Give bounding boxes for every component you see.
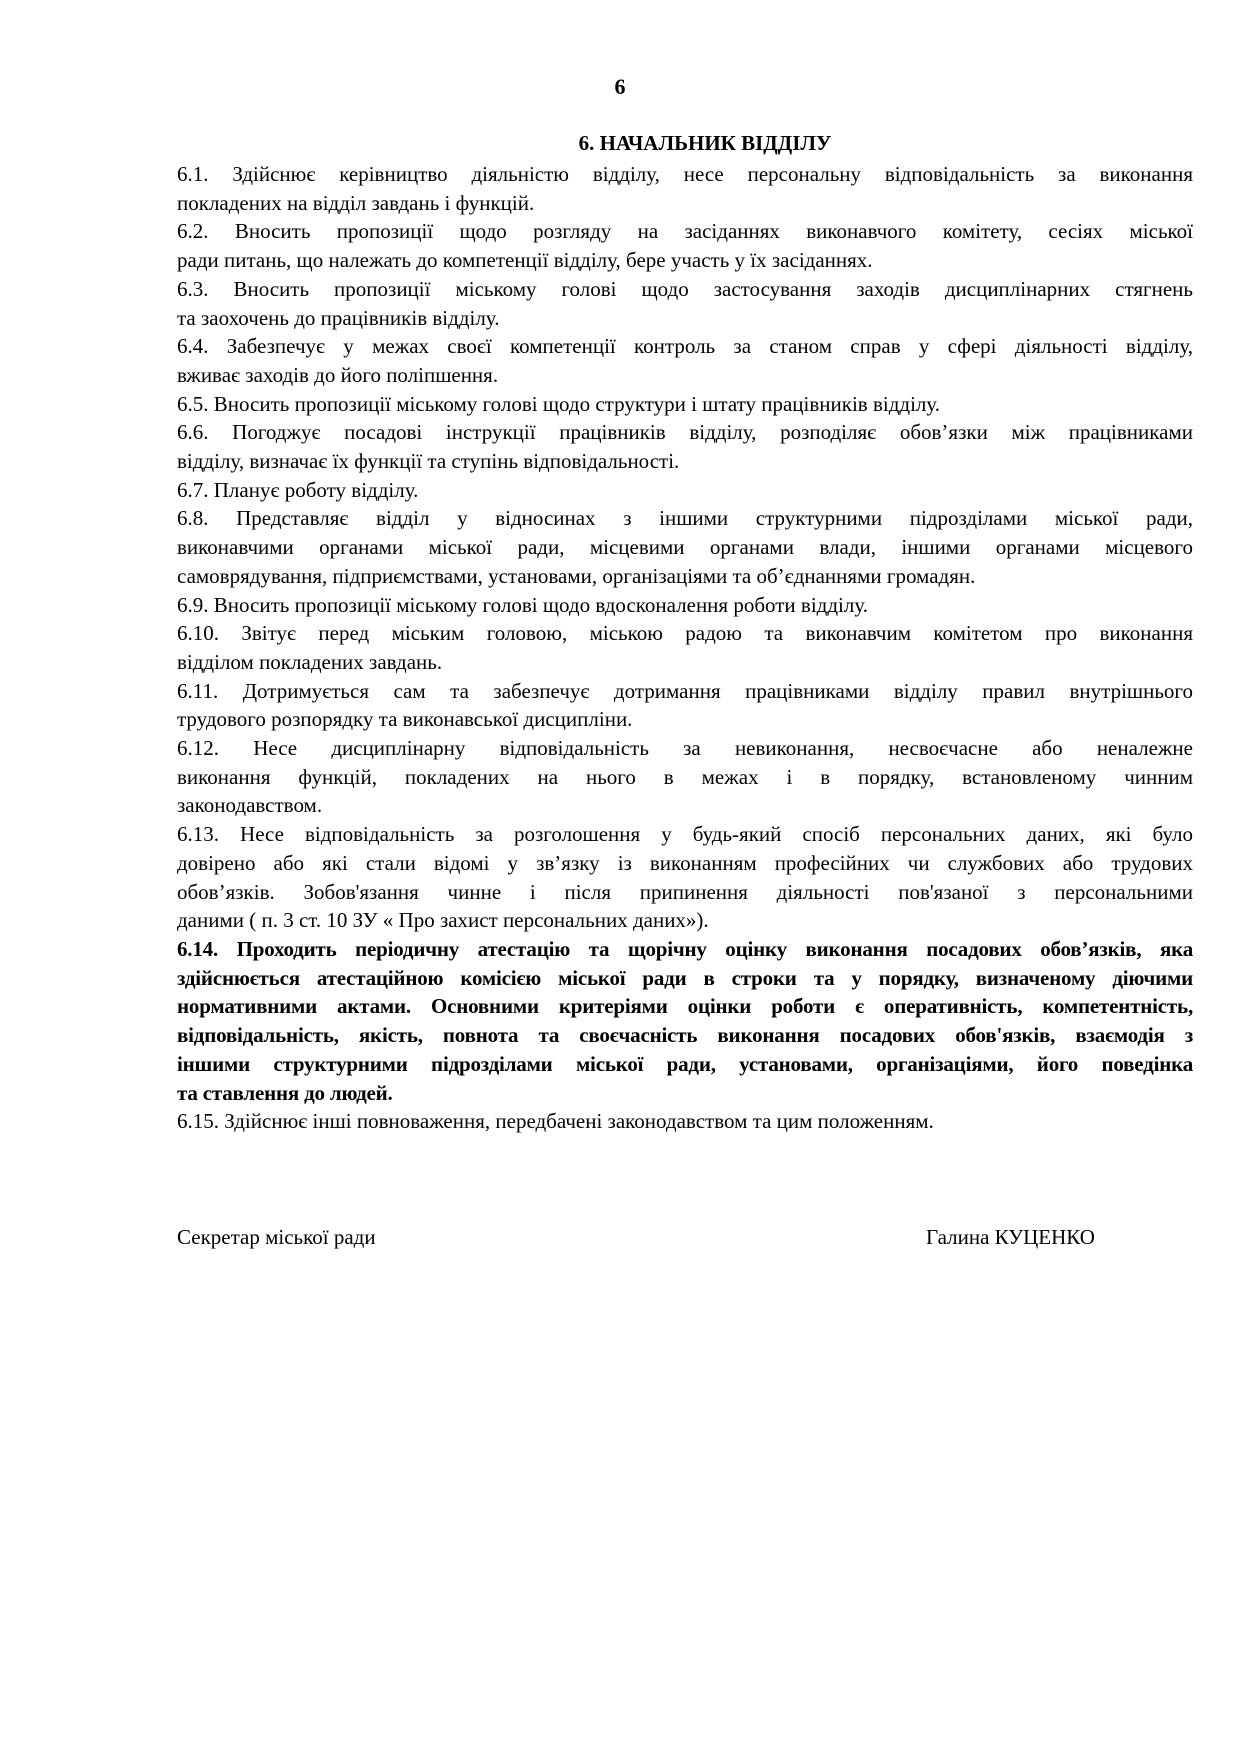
- paragraph-line: 6.8. Представляє відділ у відносинах з іншими структурними підрозділами міської ради,: [177, 506, 1193, 531]
- paragraph: [177, 476, 1193, 505]
- paragraph-line: іншими структурними підрозділами міської ради, установами, організаціями, його поведінка: [177, 1051, 1193, 1076]
- paragraph: [177, 418, 1193, 475]
- paragraph-line: вживає заходів до його поліпшення.: [177, 362, 499, 387]
- paragraph: [177, 217, 1193, 274]
- paragraph-line: законодавством.: [177, 793, 323, 818]
- paragraph-line: 6.13. Несе відповідальність за розголошення у будь-який спосіб персональних даних, які було: [177, 822, 1193, 847]
- paragraph-line: 6.3. Вносить пропозиції міському голові щодо застосування заходів дисциплінарних стягнень: [177, 276, 1193, 301]
- paragraph-line: покладених на відділ завдань і функцій.: [177, 190, 535, 215]
- paragraph-line: 6.1. Здійснює керівництво діяльністю відділу, несе персональну відповідальність за виконання: [177, 162, 1193, 186]
- section-heading: 6. НАЧАЛЬНИК ВІДДІЛУ: [578, 131, 832, 155]
- paragraph: [177, 504, 1193, 590]
- paragraph-line: 6.2. Вносить пропозиції щодо розгляду на засіданнях виконавчого комітету, сесіях міської: [177, 219, 1193, 244]
- paragraph-line: та ставлення до людей.: [177, 1080, 393, 1105]
- paragraph-line: 6.9. Вносить пропозиції міському голові щодо вдосконалення роботи відділу.: [177, 592, 868, 617]
- paragraph: [177, 332, 1193, 389]
- document-body: [177, 160, 1193, 1136]
- paragraph-line: трудового розпорядку та виконавської дисципліни.: [177, 707, 633, 732]
- paragraph-line: виконавчими органами міської ради, місцевими органами влади, іншими органами місцевого: [177, 535, 1193, 560]
- paragraph-line: 6.4. Забезпечує у межах своєї компетенції контроль за станом справ у сфері діяльності відділу,: [177, 334, 1193, 359]
- paragraph: [177, 1107, 1193, 1136]
- paragraph-line: 6.5. Вносить пропозиції міському голові щодо структури і штату працівників відділу.: [177, 391, 941, 416]
- paragraph-line: даними ( п. 3 ст. 10 ЗУ « Про захист персональних даних»).: [177, 908, 709, 933]
- paragraph-line: 6.6. Погоджує посадові інструкції працівників відділу, розподіляє обов’язки між працівниками: [177, 420, 1193, 445]
- paragraph-line: самоврядування, підприємствами, установами, організаціями та об’єднаннями громадян.: [177, 563, 976, 588]
- paragraph-line: 6.14. Проходить періодичну атестацію та щорічну оцінку виконання посадових обов’язків, яка: [177, 936, 1193, 961]
- paragraph: [177, 619, 1193, 676]
- paragraph: [177, 935, 1193, 1107]
- paragraph-line: довірено або які стали відомі у зв’язку із виконанням професійних чи службових або трудових: [177, 850, 1193, 875]
- paragraph-line: відділу, визначає їх функції та ступінь відповідальності.: [177, 449, 680, 474]
- paragraph-line: виконання функцій, покладених на нього в межах і в порядку, встановленому чинним: [177, 764, 1193, 789]
- paragraph: [177, 734, 1193, 820]
- paragraph-line: 6.15. Здійснює інші повноваження, передбачені законодавством та цим положенням.: [177, 1109, 934, 1134]
- paragraph: [177, 160, 1193, 217]
- paragraph-line: 6.10. Звітує перед міським головою, міською радою та виконавчим комітетом про виконання: [177, 621, 1193, 646]
- paragraph-line: обов’язків. Зобов'язання чинне і після припинення діяльності пов'язаної з персональними: [177, 879, 1193, 904]
- paragraph: [177, 390, 1193, 419]
- paragraph-line: здійснюється атестаційною комісією міської ради в строки та у порядку, визначеному діючими: [177, 965, 1193, 990]
- paragraph: [177, 591, 1193, 620]
- paragraph-line: 6.11. Дотримується сам та забезпечує дотримання працівниками відділу правил внутрішнього: [177, 678, 1193, 703]
- paragraph-line: 6.12. Несе дисциплінарну відповідальність за невиконання, несвоєчасне або неналежне: [177, 736, 1193, 761]
- paragraph-line: 6.7. Планує роботу відділу.: [177, 477, 419, 502]
- paragraph-line: відділом покладених завдань.: [177, 649, 443, 674]
- paragraph: [177, 677, 1193, 734]
- paragraph: [177, 275, 1193, 332]
- paragraph-line: відповідальність, якість, повнота та своєчасність виконання посадових обов'язків, взаємодія з: [177, 1023, 1193, 1048]
- paragraph-line: та заохочень до працівників відділу.: [177, 305, 500, 330]
- paragraph: [177, 820, 1193, 935]
- signature-position: Секретар міської ради: [177, 1225, 376, 1249]
- paragraph-line: ради питань, що належать до компетенції відділу, бере участь у їх засіданнях.: [177, 248, 873, 273]
- paragraph-line: нормативними актами. Основними критеріями оцінки роботи є оперативність, компетентність,: [177, 994, 1193, 1019]
- signature-name: Галина КУЦЕНКО: [926, 1225, 1095, 1249]
- page-number: 6: [614, 74, 626, 99]
